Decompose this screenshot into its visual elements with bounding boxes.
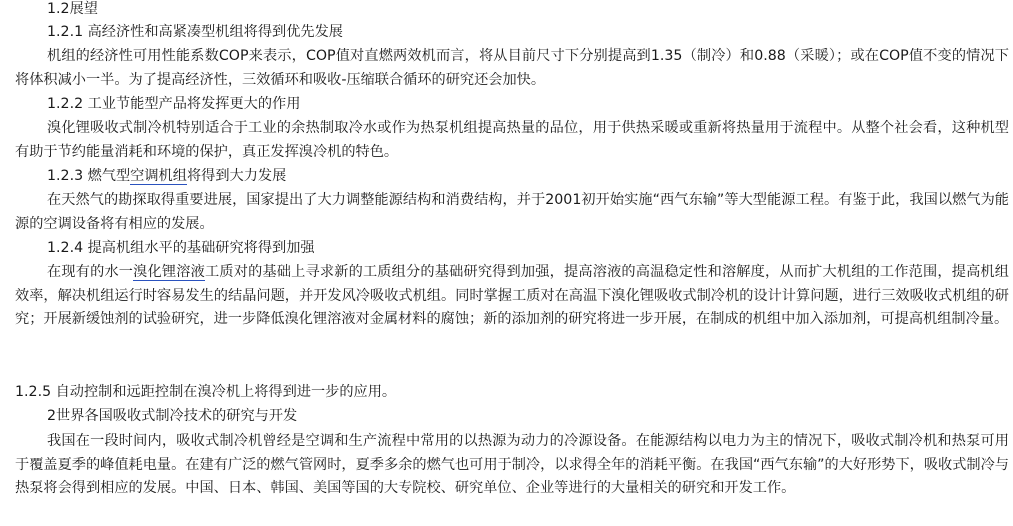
section-1-2-3-paragraph: 在天然气的勘探取得重要进展，国家提出了大力调整能源结构和消费结构，并于2001初开始实施“西气东输”等大型能源工程。有鉴于此，我国以燃气为能源的空调设备将有相应的发展。 [15, 192, 1009, 232]
heading-text-end: 将得到大力发展 [186, 168, 287, 184]
section-1-2-heading: 1.2展望 [47, 1, 98, 17]
keyword-link-lithium-bromide-solution[interactable]: 溴化锂溶液 [133, 264, 205, 280]
section-1-2-4-heading: 1.2.4 提高机组水平的基础研究将得到加强 [47, 240, 315, 256]
section-1-2-2-paragraph: 溴化锂吸收式制冷机特别适合于工业的余热制取冷水或作为热泵机组提高热量的品位，用于供热采暖或重新将热量用于流程中。从整个社会看，这种机型有助于节约能量消耗和环境的保护，真正发挥溴冷机的特色。 [15, 120, 1009, 160]
paragraph-text-start: 在现有的水一 [47, 264, 134, 280]
keyword-link-air-conditioning-unit[interactable]: 空调机组 [130, 168, 187, 184]
section-2-paragraph: 我国在一段时间内，吸收式制冷机曾经是空调和生产流程中常用的以热源为动力的冷源设备。在能源结构以电力为主的情况下，吸收式制冷机和热泵可用于覆盖夏季的峰值耗电量。在建有广泛的燃气管网时，夏季多余的燃气也可用于制冷，以求得全年的消耗平衡。在我国“西气东输”的大好形势下，吸收式制冷与热泵将会得到相应的发展。中国、日本、韩国、美国等国的大专院校、研究单位、企业等进行的大量相关的研究和开发工作。 [15, 433, 1009, 496]
section-2-heading: 2世界各国吸收式制冷技术的研究与开发 [47, 408, 298, 424]
section-1-2-2-heading: 1.2.2 工业节能型产品将发挥更大的作用 [47, 96, 301, 112]
section-1-2-1-heading: 1.2.1 高经济性和高紧凑型机组将得到优先发展 [47, 24, 343, 40]
section-1-2-1-paragraph: 机组的经济性可用性能系数COP来表示，COP值对直燃两效机而言，将从目前尺寸下分别提高到1.35（制冷）和0.88（采暖）；或在COP值不变的情况下将体积减小一半。为了提高经济性，三效循环和吸收-压缩联合循环的研究还会加快。 [15, 48, 1009, 88]
heading-text-start: 1.2.3 燃气型 [47, 168, 131, 184]
paragraph-text-end: 工质对的基础上寻求新的工质组分的基础研究得到加强，提高溶液的高温稳定性和溶解度，从而扩大机组的工作范围，提高机组效率，解决机组运行时容易发生的结晶问题，并开发风冷吸收式机组。同时掌握工质对在高温下溴化锂吸收式制冷机的设计计算问题，进行三效吸收式机组的研究；开展新缓蚀剂的试验研究，进一步降低溴化锂溶液对金属材料的腐蚀；新的添加剂的研究将进一步开展，在制成的机组中加入添加剂，可提高机组制冷量。 [15, 264, 1009, 327]
section-1-2-3-heading [47, 165, 286, 187]
section-1-2-4-paragraph [15, 261, 1009, 332]
section-1-2-5-heading: 1.2.5 自动控制和远距控制在溴冷机上将得到进一步的应用。 [15, 384, 397, 400]
